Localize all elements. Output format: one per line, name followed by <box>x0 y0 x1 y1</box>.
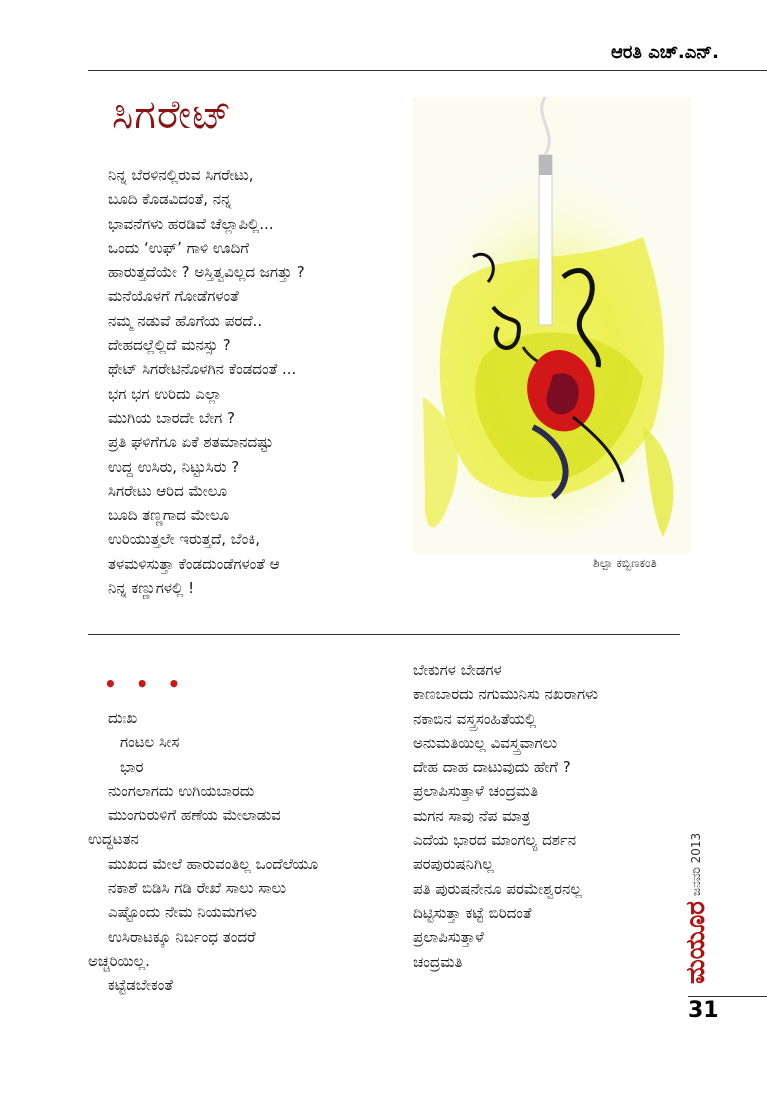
cigarette-smoke-illustration <box>413 97 691 554</box>
header-divider <box>88 70 767 71</box>
poem-line: ಬೂದಿ ತಣ್ಣಗಾದ ಮೇಲೂ <box>108 506 230 525</box>
poem-line: ಬೂದಿ ಕೊಡವಿದಂತೆ, ನನ್ನ <box>108 190 232 209</box>
poem-line: ನಕಾಬಿನ ವಸ್ತ್ರಸಂಹಿತೆಯಲ್ಲಿ <box>413 709 537 728</box>
poem-line: ಅನುಮತಿಯಿಲ್ಲ ವಿವಸ್ತ್ರವಾಗಲು <box>413 733 558 752</box>
poem-line: ಅಚ್ಚರಿಯಿಲ್ಲ. <box>88 951 150 970</box>
poem-line: ಉದ್ಧಟತನ <box>88 830 139 849</box>
poem-line: ಮುಖದ ಮೇಲೆ ಹಾರುವಂತಿಲ್ಲ ಒಂದೆಲೆಯೂ <box>108 854 319 873</box>
poem-line: ದಿಟ್ಟಿಸುತ್ತಾ ಕಟ್ಟೆ ಬಿರಿದಂತೆ <box>413 903 532 922</box>
poem-title: ಸಿಗರೇಟ್ <box>112 92 233 138</box>
poem-line: ಮಗನ ಸಾವು ನೆಪ ಮಾತ್ರ <box>413 806 531 825</box>
artwork-caption: ಶಿಲ್ಪಾ ಕಬ್ಬಿಣಕಂತಿ <box>593 556 657 570</box>
poem-line: ಪ್ರಲಾಪಿಸುತ್ತಾಳೆ <box>413 928 484 947</box>
poem-line: ಥೇಟ್ ಸಿಗರೇಟಿನೊಳಗಿನ ಕೆಂಡದಂತೆ ... <box>108 360 297 379</box>
poem-line: ಭಾರ <box>120 757 144 776</box>
poem-column-left <box>88 706 318 998</box>
poem-line: ದೇಹದಲ್ಲೆಲ್ಲಿದೆ ಮನಸ್ಸು ? <box>108 336 231 355</box>
poem-line: ಕಟ್ಟೆಡಬೇಕಂತೆ <box>108 976 173 995</box>
magazine-name: ಮಯೂರ <box>681 901 711 984</box>
poem-line: ನಿನ್ನ ಬೆರಳಿನಲ್ಲಿರುವ ಸಿಗರೇಟು, <box>108 166 254 184</box>
poem-line: ನಿನ್ನ ಕಣ್ಣುಗಳಲ್ಲಿ ! <box>108 579 195 598</box>
poem-line: ಕಾಣಬಾರದು ನಗುಮುನಿಸು ನಖರಾಗಳು <box>413 685 599 704</box>
poem-line: ಉರಿಯುತ್ತಲೇ ಇರುತ್ತದೆ, ಬೆಂಕಿ, <box>108 530 261 549</box>
section-dots: • • • <box>104 672 187 696</box>
poem-line: ಭಗ ಭಗ ಉರಿದು ಎಲ್ಲಾ <box>108 384 222 403</box>
section-divider <box>88 634 680 635</box>
poem-line: ನಕಾಶೆ ಬಿಡಿಸಿ ಗಡಿ ರೇಖೆ ಸಾಲು ಸಾಲು <box>108 879 286 898</box>
poem-line: ಪತಿ ಪುರುಷನೇನೂ ಪರಮೇಶ್ವರನಲ್ಲ <box>413 879 582 898</box>
poem-line: ಉದ್ದ ಉಸಿರು, ನಿಟ್ಟುಸಿರು ? <box>108 457 240 476</box>
poem-line: ಪ್ರತಿ ಘಳಿಗೆಗೂ ಏಕೆ ಶತಮಾನದಷ್ಟು <box>108 433 274 452</box>
author-name: ಆರತಿ ಎಚ್.ಎನ್. <box>611 42 719 63</box>
poem-line: ಒಂದು ‘ಉಫ್’ ಗಾಳಿ ಊದಿಗೆ <box>108 238 249 257</box>
poem-line: ದೇಹ ದಾಹ ದಾಟುವುದು ಹೇಗೆ ? <box>413 758 571 777</box>
poem-line: ಭಾವನೆಗಳು ಹರಡಿವೆ ಚೆಲ್ಲಾಪಿಲ್ಲಿ... <box>108 214 274 233</box>
poem-line: ಎಷ್ಟೊಂದು ನೇಮ ನಿಯಮಗಳು <box>108 903 257 922</box>
poem-line: ಚಂದ್ರಮತಿ <box>413 952 463 971</box>
page-number: 31 <box>688 998 719 1023</box>
magazine-vertical-logo <box>681 800 716 988</box>
poem-line: ತಳಮಳಿಸುತ್ತಾ ಕೆಂಡದುಂಡೆಗಳಂತೆ ಆ <box>108 554 280 573</box>
poem-line: ಉಸಿರಾಟಕ್ಕೂ ನಿರ್ಬಂಧ ತಂದರೆ <box>108 927 256 946</box>
poem-line: ಪ್ರಲಾಪಿಸುತ್ತಾಳೆ ಚಂದ್ರಮತಿ <box>413 782 539 801</box>
poem-line: ಎದೆಯ ಭಾರದ ಮಾಂಗಲ್ಯ ದರ್ಶನ <box>413 831 577 850</box>
poem-line: ಗಂಟಲ ಸೀಸ <box>120 733 180 752</box>
poem-line: ಹಾರುತ್ತದೆಯೇ ? ಅಸ್ತಿತ್ವವಿಲ್ಲದ ಜಗತ್ತು ? <box>108 263 305 282</box>
poem-line: ಪರಪುರುಷನಿಗಿಲ್ಲ <box>413 855 494 874</box>
issue-date: ಜನವರಿ 2013 <box>689 832 703 896</box>
poem-line: ಮುಗಿಯ ಬಾರದೇ ಬೇಗ ? <box>108 408 235 427</box>
poem-column-right <box>413 658 598 974</box>
poem-line: ಮನೆಯೊಳಗೆ ಗೋಡೆಗಳಂತೆ <box>108 287 239 306</box>
poem-line: ದುಃಖ <box>108 709 138 727</box>
poem-line: ನಮ್ಮ ನಡುವೆ ಹೊಗೆಯ ಪರದೆ.. <box>108 311 263 330</box>
poem-body <box>108 163 305 600</box>
footer-divider <box>688 996 767 997</box>
poem-line: ಮುಂಗುರುಳಿಗೆ ಹಣೆಯ ಮೇಲಾಡುವ <box>108 806 281 825</box>
poem-line: ಬೇಕುಗಳ ಬೇಡಗಳ <box>413 661 502 679</box>
poem-line: ನುಂಗಲಾಗದು ಉಗಿಯಬಾರದು <box>108 781 255 800</box>
poem-line: ಸಿಗರೇಟು ಆರಿದ ಮೇಲೂ <box>108 481 228 500</box>
